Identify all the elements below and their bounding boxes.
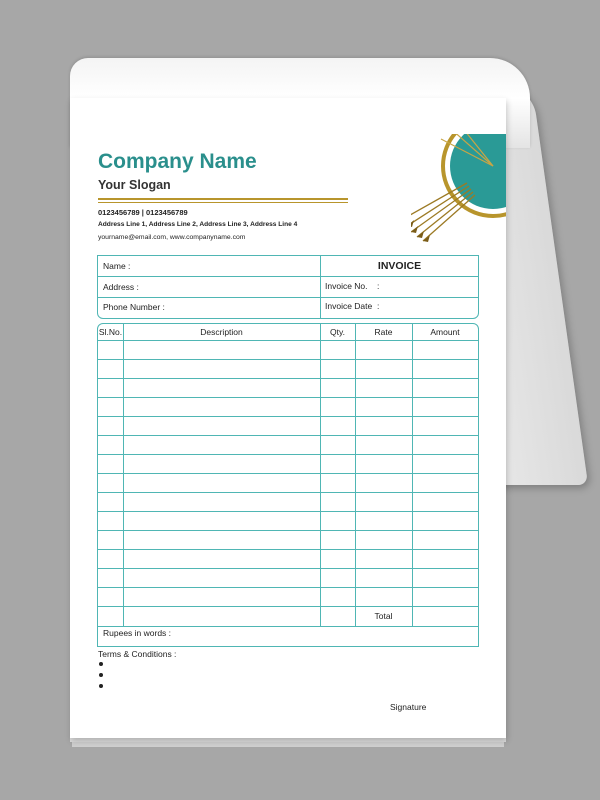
terms-label: Terms & Conditions : (98, 649, 177, 659)
column-header-qty: Qty. (330, 327, 345, 337)
column-header-amount: Amount (430, 327, 460, 337)
header-divider (98, 198, 348, 200)
company-slogan: Your Slogan (98, 178, 171, 192)
signature-label: Signature (390, 702, 427, 712)
column-header-rate: Rate (374, 327, 393, 337)
address-field-label: Address : (103, 282, 139, 292)
invoice-no-label: Invoice No. : (325, 281, 380, 291)
terms-bullet (99, 662, 103, 666)
invoice-date-label: Invoice Date : (325, 301, 380, 311)
sun-arrow-emblem-icon (411, 134, 506, 244)
rupees-in-words-label: Rupees in words : (103, 628, 172, 638)
company-address: Address Line 1, Address Line 2, Address Line 3, Address Line 4 (98, 221, 298, 228)
items-table (97, 323, 479, 647)
terms-bullet (99, 673, 103, 677)
pad-stack-edge-lower (72, 742, 504, 747)
invoice-title: INVOICE (377, 260, 422, 272)
phone-numbers: 0123456789 | 0123456789 (98, 208, 188, 217)
terms-bullet (99, 684, 103, 688)
name-field-label: Name : (103, 261, 131, 271)
company-web: yourname@email.com, www.companyname.com (98, 234, 246, 241)
phone-field-label: Phone Number : (103, 302, 165, 312)
header-divider-thin (98, 202, 348, 203)
total-label: Total (374, 611, 393, 621)
customer-info-box (97, 255, 479, 319)
company-name: Company Name (98, 150, 257, 173)
invoice-page (70, 98, 506, 738)
column-header-description: Description (200, 327, 243, 337)
column-header-slno: Sl.No. (98, 327, 123, 337)
